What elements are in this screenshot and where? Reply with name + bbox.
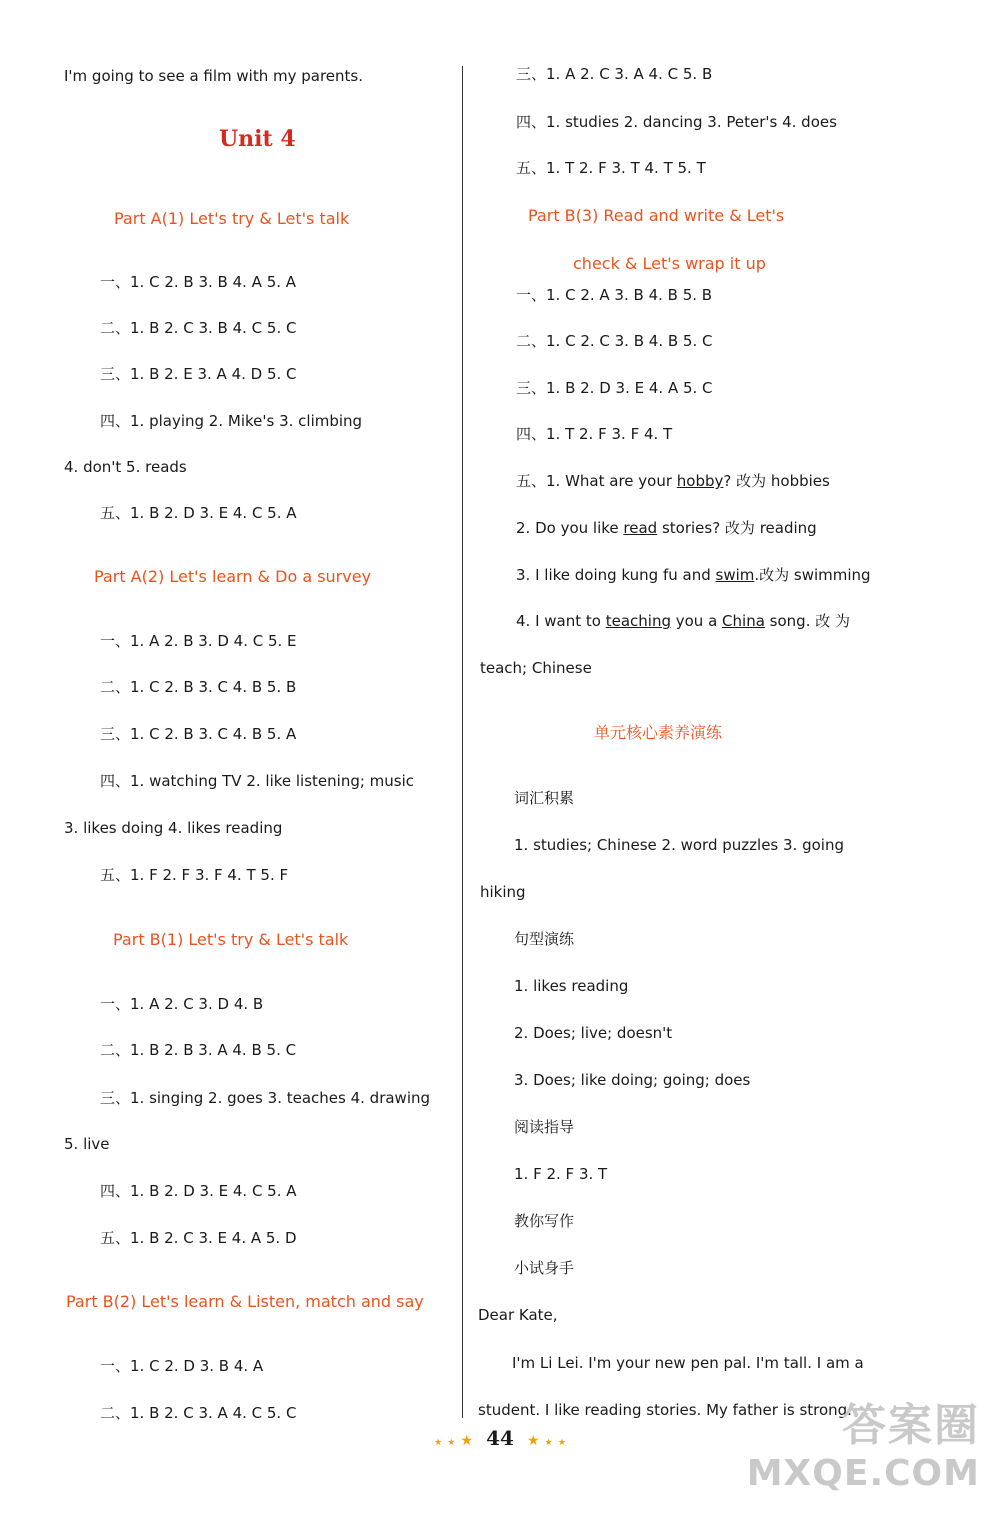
section-heading-part-b3: Part B(3) Read and write & Let's [528, 206, 785, 225]
answer-line: 二、1. B 2. B 3. A 4. B 5. C [100, 1041, 297, 1059]
answer-line: 1. F 2. F 3. T [514, 1165, 608, 1183]
answer-line: 三、1. A 2. C 3. A 4. C 5. B [516, 65, 713, 83]
letter-salutation: Dear Kate, [478, 1306, 558, 1324]
answer-line: 四、1. playing 2. Mike's 3. climbing [100, 412, 363, 430]
subheading-reading: 阅读指导 [514, 1118, 575, 1136]
answer-line: 二、1. C 2. B 3. C 4. B 5. B [100, 678, 297, 696]
underlined-word: China [722, 612, 765, 630]
section-heading-part-a1: Part A(1) Let's try & Let's talk [114, 209, 350, 228]
correction-line [516, 611, 850, 631]
text-segment: 2. Do you like [516, 519, 624, 537]
text-segment: 五、1. What are your [516, 472, 677, 490]
star-icon: ★ [447, 1438, 456, 1448]
star-icon: ★ [434, 1438, 443, 1448]
letter-line: student. I like reading stories. My father is strong. [478, 1401, 852, 1419]
subheading-vocab: 词汇积累 [514, 789, 575, 807]
answer-line: 三、1. singing 2. goes 3. teaches 4. drawing [100, 1089, 431, 1107]
watermark-logo [747, 1389, 980, 1494]
underlined-word: hobby [676, 472, 724, 490]
star-icon: ★ [460, 1433, 473, 1449]
subheading-try: 小试身手 [514, 1259, 575, 1277]
correction-line [516, 518, 817, 538]
answer-line: 一、1. C 2. B 3. B 4. A 5. A [100, 273, 297, 291]
answer-line: 二、1. B 2. C 3. B 4. C 5. C [100, 319, 297, 337]
answer-line: 二、1. B 2. C 3. A 4. C 5. C [100, 1404, 297, 1422]
answer-line: 四、1. watching TV 2. like listening; music [100, 772, 415, 790]
answer-line: 三、1. B 2. E 3. A 4. D 5. C [100, 365, 297, 383]
star-icon: ★ [557, 1438, 566, 1448]
text-segment: stories? 改为 reading [657, 519, 817, 537]
underlined-word: swim [715, 566, 755, 584]
section-heading-part-a2: Part A(2) Let's learn & Do a survey [94, 567, 372, 586]
answer-line: 二、1. C 2. C 3. B 4. B 5. C [516, 332, 713, 350]
answer-line: 四、1. studies 2. dancing 3. Peter's 4. does [516, 113, 837, 131]
answer-line: 5. live [64, 1135, 110, 1153]
correction-line [516, 565, 871, 585]
text-segment: you a [670, 612, 723, 630]
text-segment: ? 改为 hobbies [723, 472, 830, 490]
text-segment: 4. I want to [516, 612, 606, 630]
watermark-domain: MXQE.COM [746, 1453, 980, 1494]
text-segment: .改为 swimming [754, 566, 871, 584]
answer-line: hiking [480, 883, 526, 901]
underlined-word: read [623, 519, 658, 537]
letter-line: I'm Li Lei. I'm your new pen pal. I'm tall. I am a [512, 1354, 864, 1372]
star-icon: ★ [527, 1433, 540, 1449]
underlined-word: teaching [605, 612, 671, 630]
answer-line: 3. Does; like doing; going; does [514, 1071, 751, 1089]
answer-line: 1. likes reading [514, 977, 629, 995]
answer-line: 2. Does; live; doesn't [514, 1024, 673, 1042]
unit-title: Unit 4 [219, 126, 296, 152]
answer-line: I'm going to see a film with my parents. [64, 67, 364, 85]
answer-line: teach; Chinese [480, 659, 592, 677]
text-segment: song. 改 为 [764, 612, 850, 630]
subheading-pattern: 句型演练 [514, 930, 575, 948]
answer-line: 四、1. B 2. D 3. E 4. C 5. A [100, 1182, 297, 1200]
answer-line: 五、1. B 2. C 3. E 4. A 5. D [100, 1229, 297, 1247]
section-heading-part-b3-cont: check & Let's wrap it up [573, 254, 766, 273]
subheading-writing: 教你写作 [514, 1212, 575, 1230]
answer-line: 4. don't 5. reads [64, 458, 187, 476]
answer-line: 一、1. A 2. C 3. D 4. B [100, 995, 264, 1013]
page-number: 44 [486, 1426, 514, 1450]
section-heading-part-b2: Part B(2) Let's learn & Listen, match and say [66, 1292, 424, 1311]
section-heading-core: 单元核心素养演练 [594, 723, 723, 742]
star-icon: ★ [544, 1438, 553, 1448]
answer-line: 3. likes doing 4. likes reading [64, 819, 283, 837]
answer-line: 一、1. C 2. A 3. B 4. B 5. B [516, 286, 713, 304]
column-divider [462, 66, 463, 1418]
answer-line: 1. studies; Chinese 2. word puzzles 3. going [514, 836, 844, 854]
answer-line: 五、1. T 2. F 3. T 4. T 5. T [516, 159, 706, 177]
answer-line: 一、1. A 2. B 3. D 4. C 5. E [100, 632, 297, 650]
answer-line: 五、1. F 2. F 3. F 4. T 5. F [100, 866, 289, 884]
section-heading-part-b1: Part B(1) Let's try & Let's talk [113, 930, 349, 949]
text-segment: 3. I like doing kung fu and [516, 566, 716, 584]
answer-line: 五、1. B 2. D 3. E 4. C 5. A [100, 504, 297, 522]
answer-line: 三、1. B 2. D 3. E 4. A 5. C [516, 379, 713, 397]
answer-line: 四、1. T 2. F 3. F 4. T [516, 425, 673, 443]
correction-line [516, 471, 830, 491]
answer-line: 一、1. C 2. D 3. B 4. A [100, 1357, 264, 1375]
watermark-text: 答案圈 [842, 1400, 980, 1451]
answer-line: 三、1. C 2. B 3. C 4. B 5. A [100, 725, 297, 743]
